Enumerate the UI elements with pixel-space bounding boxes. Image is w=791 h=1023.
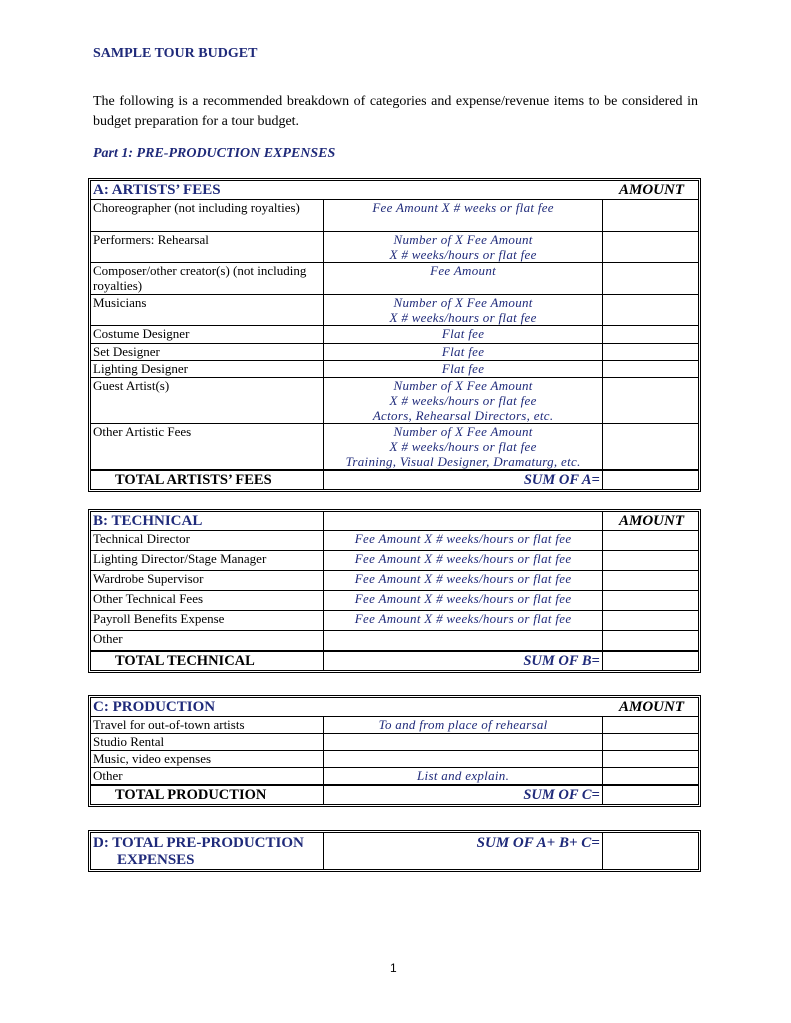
artists-fees-amount-cell[interactable]: [602, 378, 698, 424]
production-total-label: TOTAL PRODUCTION: [91, 785, 324, 805]
technical-amount-cell[interactable]: [602, 611, 698, 631]
production-total-amount-cell[interactable]: [602, 785, 698, 805]
technical-item-label: Payroll Benefits Expense: [91, 611, 324, 631]
artists-fees-row: [91, 326, 699, 344]
artists-fees-item-note: Number of X Fee Amount X # weeks/hours or flat fee Training, Visual Designer, Dramaturg, etc.: [324, 424, 602, 471]
artists-fees-row: [91, 378, 699, 424]
artists-fees-item-label: Costume Designer: [91, 326, 324, 344]
artists-fees-heading: A: ARTISTS’ FEES: [91, 181, 603, 200]
production-item-label: Travel for out-of-town artists: [91, 717, 324, 734]
production-total-row: [91, 785, 699, 805]
technical-amount-cell[interactable]: [602, 591, 698, 611]
total-pre-production-heading: [91, 833, 324, 870]
technical-table: [90, 511, 699, 671]
production-item-note: To and from place of rehearsal: [324, 717, 602, 734]
artists-fees-row: [91, 232, 699, 263]
artists-fees-amount-cell[interactable]: [602, 295, 698, 326]
artists-fees-item-label: Other Artistic Fees: [91, 424, 324, 471]
artists-fees-total-label: TOTAL ARTISTS’ FEES: [91, 470, 324, 490]
artists-fees-item-label: Choreographer (not including royalties): [91, 200, 324, 232]
artists-fees-item-note: Flat fee: [324, 361, 602, 378]
total-pre-production-table: [90, 832, 699, 870]
technical-amount-cell[interactable]: [602, 551, 698, 571]
technical-total-amount-cell[interactable]: [602, 651, 698, 671]
artists-fees-row: [91, 295, 699, 326]
artists-fees-item-label: Musicians: [91, 295, 324, 326]
production-heading: C: PRODUCTION: [91, 698, 603, 717]
production-item-note: [324, 734, 602, 751]
technical-row: [91, 551, 699, 571]
technical-item-note: Fee Amount X # weeks/hours or flat fee: [324, 551, 602, 571]
technical-item-label: Lighting Director/Stage Manager: [91, 551, 324, 571]
total-pre-production-amount-cell[interactable]: [602, 833, 698, 870]
artists-fees-sum-label: SUM OF A=: [324, 470, 602, 490]
technical-row: [91, 591, 699, 611]
technical-total-row: [91, 651, 699, 671]
page-title: SAMPLE TOUR BUDGET: [93, 46, 258, 61]
production-row: [91, 734, 699, 751]
artists-fees-amount-cell[interactable]: [602, 424, 698, 471]
production-table: [90, 697, 699, 805]
artists-fees-amount-cell[interactable]: [602, 326, 698, 344]
technical-item-note: [324, 631, 602, 651]
artists-fees-item-label: Composer/other creator(s) (not including royalties): [91, 263, 324, 295]
technical-item-note: Fee Amount X # weeks/hours or flat fee: [324, 531, 602, 551]
production-item-label: Music, video expenses: [91, 751, 324, 768]
production-item-label: Other: [91, 768, 324, 785]
production-item-note: List and explain.: [324, 768, 602, 785]
total-pre-production-sum-label: SUM OF A+ B+ C=: [324, 833, 602, 870]
technical-item-note: Fee Amount X # weeks/hours or flat fee: [324, 571, 602, 591]
artists-fees-amount-cell[interactable]: [602, 263, 698, 295]
page-number: 1: [390, 961, 397, 975]
technical-item-note: Fee Amount X # weeks/hours or flat fee: [324, 611, 602, 631]
artists-fees-item-label: Lighting Designer: [91, 361, 324, 378]
production-item-label: Studio Rental: [91, 734, 324, 751]
artists-fees-table: [90, 180, 699, 490]
amount-column-header: AMOUNT: [602, 698, 698, 717]
artists-fees-item-note: Number of X Fee Amount X # weeks/hours or flat fee Actors, Rehearsal Directors, etc.: [324, 378, 602, 424]
production-amount-cell[interactable]: [602, 751, 698, 768]
artists-fees-amount-cell[interactable]: [602, 200, 698, 232]
technical-sum-label: SUM OF B=: [324, 651, 602, 671]
amount-column-header: AMOUNT: [602, 181, 698, 200]
artists-fees-header: [91, 181, 699, 200]
artists-fees-item-note: Fee Amount: [324, 263, 602, 295]
production-row: [91, 768, 699, 785]
total-pre-production-heading-line2: EXPENSES: [117, 852, 195, 868]
production-header: [91, 698, 699, 717]
production-row: [91, 751, 699, 768]
artists-fees-row: [91, 361, 699, 378]
technical-item-label: Other: [91, 631, 324, 651]
technical-amount-cell[interactable]: [602, 571, 698, 591]
artists-fees-amount-cell[interactable]: [602, 344, 698, 361]
artists-fees-item-note: Fee Amount X # weeks or flat fee: [324, 200, 602, 232]
technical-item-label: Technical Director: [91, 531, 324, 551]
total-pre-production-row: [91, 833, 699, 870]
total-pre-production-heading-line1: D: TOTAL PRE-PRODUCTION: [93, 835, 304, 851]
production-row: [91, 717, 699, 734]
artists-fees-item-note: Flat fee: [324, 326, 602, 344]
artists-fees-total-amount-cell[interactable]: [602, 470, 698, 490]
production-sum-label: SUM OF C=: [324, 785, 602, 805]
artists-fees-row: [91, 200, 699, 232]
production-amount-cell[interactable]: [602, 717, 698, 734]
technical-item-note: Fee Amount X # weeks/hours or flat fee: [324, 591, 602, 611]
part-title: Part 1: PRE-PRODUCTION EXPENSES: [93, 146, 336, 161]
artists-fees-item-label: Guest Artist(s): [91, 378, 324, 424]
artists-fees-row: [91, 424, 699, 471]
artists-fees-row: [91, 344, 699, 361]
technical-amount-cell[interactable]: [602, 531, 698, 551]
artists-fees-item-label: Performers: Rehearsal: [91, 232, 324, 263]
technical-amount-cell[interactable]: [602, 631, 698, 651]
artists-fees-item-note: Number of X Fee Amount X # weeks/hours or flat fee: [324, 295, 602, 326]
artists-fees-amount-cell[interactable]: [602, 232, 698, 263]
technical-row: [91, 611, 699, 631]
technical-heading: B: TECHNICAL: [91, 512, 324, 531]
artists-fees-item-note: Flat fee: [324, 344, 602, 361]
technical-item-label: Wardrobe Supervisor: [91, 571, 324, 591]
technical-total-label: TOTAL TECHNICAL: [91, 651, 324, 671]
technical-row: [91, 531, 699, 551]
artists-fees-item-label: Set Designer: [91, 344, 324, 361]
production-amount-cell[interactable]: [602, 768, 698, 785]
intro-paragraph: The following is a recommended breakdown of categories and expense/revenue items to be considered in budget preparation for a tour budget.: [93, 94, 698, 129]
technical-header: [91, 512, 699, 531]
technical-row: [91, 631, 699, 651]
artists-fees-row: [91, 263, 699, 295]
artists-fees-amount-cell[interactable]: [602, 361, 698, 378]
production-item-note: [324, 751, 602, 768]
amount-column-header: AMOUNT: [602, 512, 698, 531]
artists-fees-total-row: [91, 470, 699, 490]
production-amount-cell[interactable]: [602, 734, 698, 751]
artists-fees-item-note: Number of X Fee Amount X # weeks/hours or flat fee: [324, 232, 602, 263]
technical-row: [91, 571, 699, 591]
technical-item-label: Other Technical Fees: [91, 591, 324, 611]
